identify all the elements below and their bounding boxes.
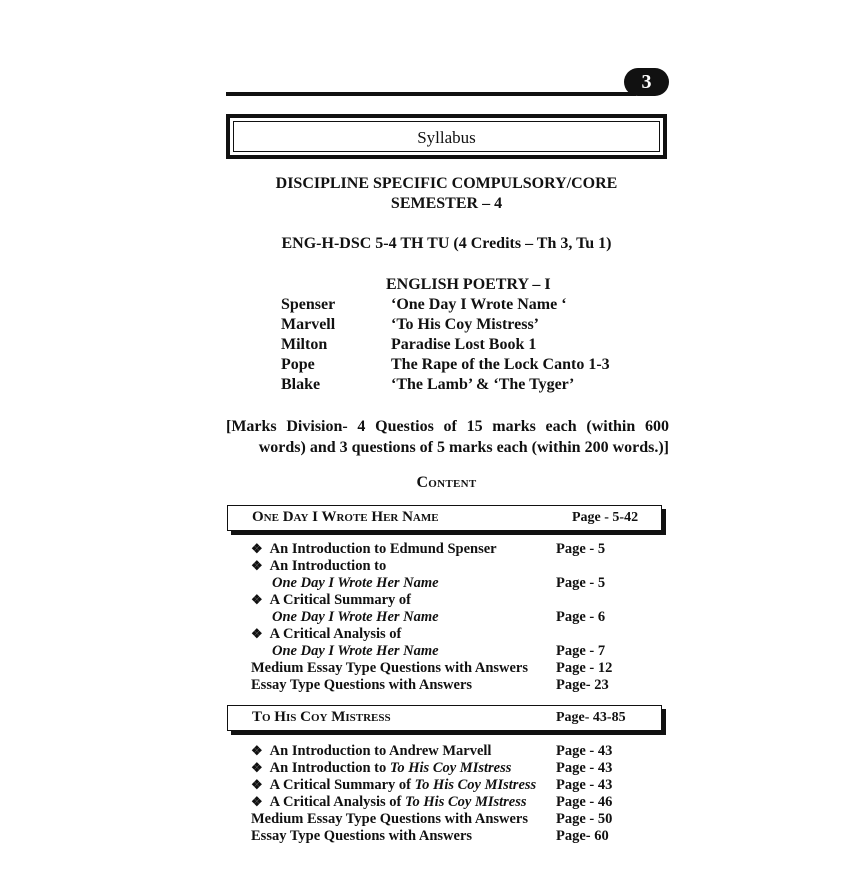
item-page: Page - 43: [556, 760, 613, 776]
section-title: One Day I Wrote Her Name: [252, 509, 439, 525]
section-header-box: [227, 705, 662, 731]
list-item: [272, 575, 439, 592]
poet-name: Blake: [281, 376, 321, 393]
poem-title-italic: One Day I Wrote Her Name: [272, 609, 439, 625]
list-item: Essay Type Questions with Answers: [251, 828, 473, 844]
item-page: Page - 50: [556, 811, 613, 827]
marks-division-line1: [Marks Division- 4 Questios of 15 marks each (within 600: [226, 418, 669, 435]
item-page: Page- 23: [556, 677, 609, 693]
section-page-range: Page- 43-85: [556, 710, 626, 725]
diamond-bullet-icon: ❖: [251, 777, 263, 792]
poet-name: Pope: [281, 356, 315, 373]
diamond-bullet-icon: ❖: [251, 541, 263, 556]
poet-name: Marvell: [281, 316, 336, 333]
diamond-bullet-icon: ❖: [251, 794, 263, 809]
list-item: Medium Essay Type Questions with Answers: [251, 660, 529, 676]
list-item: ❖ An Introduction to Andrew Marvell: [251, 743, 492, 759]
diamond-bullet-icon: ❖: [251, 760, 263, 775]
marks-division-line2: words) and 3 questions of 5 marks each (within 200 words.)]: [258, 439, 669, 456]
course-code: ENG-H-DSC 5-4 TH TU (4 Credits – Th 3, Tu 1): [281, 235, 612, 252]
item-page: Page - 43: [556, 777, 613, 793]
syllabus-title-box: [226, 114, 667, 159]
poem-title: ‘One Day I Wrote Name ‘: [391, 296, 567, 313]
list-item: ❖ A Critical Summary of To His Coy MIstress: [251, 777, 537, 793]
list-item: ❖ A Critical Analysis of: [251, 626, 402, 642]
diamond-bullet-icon: ❖: [251, 592, 263, 607]
item-page: Page - 7: [556, 643, 606, 659]
content-heading: Content: [416, 474, 477, 491]
marks-division: [226, 416, 669, 458]
diamond-bullet-icon: ❖: [251, 743, 263, 758]
list-item: Medium Essay Type Questions with Answers: [251, 811, 529, 827]
item-page: Page - 43: [556, 743, 613, 759]
list-item: [272, 643, 439, 660]
item-page: Page - 6: [556, 609, 606, 625]
poem-title: ‘The Lamb’ & ‘The Tyger’: [391, 376, 575, 393]
diamond-bullet-icon: ❖: [251, 558, 263, 573]
diamond-bullet-icon: ❖: [251, 626, 263, 641]
item-page: Page - 12: [556, 660, 613, 676]
list-item: ❖ An Introduction to: [251, 558, 387, 574]
item-page: Page - 5: [556, 575, 606, 591]
item-page: Page- 60: [556, 828, 609, 844]
poem-title-italic: One Day I Wrote Her Name: [272, 643, 439, 659]
section-page-range: Page - 5-42: [572, 510, 639, 525]
poet-name: Spenser: [281, 296, 336, 313]
header-rule: [226, 92, 636, 96]
poem-title-italic: One Day I Wrote Her Name: [272, 575, 439, 591]
poem-title: ‘To His Coy Mistress’: [391, 316, 539, 333]
list-item: ❖ A Critical Summary of: [251, 592, 412, 608]
section-title: To His Coy Mistress: [252, 709, 391, 725]
list-item: [272, 609, 439, 626]
item-page: Page - 5: [556, 541, 606, 557]
poet-name: Milton: [281, 336, 328, 353]
poem-title: The Rape of the Lock Canto 1-3: [391, 356, 610, 373]
semester-heading: SEMESTER – 4: [390, 195, 503, 212]
list-item: ❖ An Introduction to To His Coy MIstress: [251, 760, 512, 776]
syllabus-title: Syllabus: [233, 121, 660, 152]
discipline-heading: DISCIPLINE SPECIFIC COMPULSORY/CORE: [275, 175, 618, 192]
poem-title: Paradise Lost Book 1: [391, 336, 537, 353]
page-number-badge: 3: [624, 68, 669, 96]
list-item: Essay Type Questions with Answers: [251, 677, 473, 693]
section-header-box: [227, 505, 662, 531]
paper-title: ENGLISH POETRY – I: [386, 276, 551, 293]
list-item: ❖ An Introduction to Edmund Spenser: [251, 541, 497, 557]
item-page: Page - 46: [556, 794, 613, 810]
list-item: ❖ A Critical Analysis of To His Coy MIstress: [251, 794, 527, 810]
